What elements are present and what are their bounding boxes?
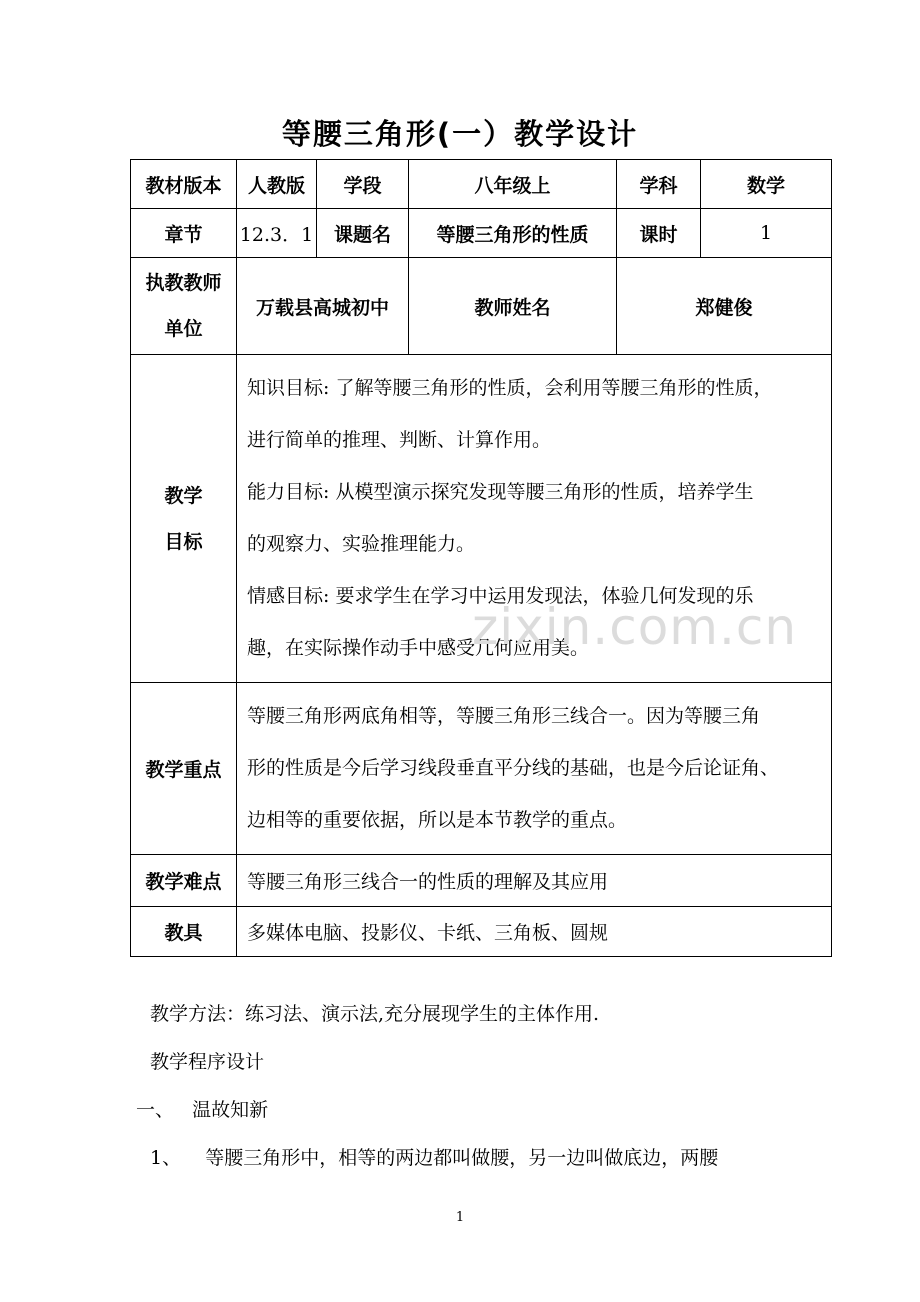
period-value: 1 [701,209,832,258]
key-point-line: 形的性质是今后学习线段垂直平分线的基础，也是今后论证角、 [247,757,780,779]
unit-label-line: 单位 [164,318,203,340]
program-design-heading: 教学程序设计 [150,1051,265,1073]
subject-label: 学科 [617,160,701,209]
objective-line: 知识目标: 了解等腰三角形的性质，会利用等腰三角形的性质， [247,377,773,399]
objective-line: 趣，在实际操作动手中感受几何应用美。 [247,637,590,659]
objective-line: 的观察力、实验推理能力。 [247,533,476,555]
table-row [131,907,832,957]
document-title: 等腰三角形(一）教学设计 [281,117,639,151]
teaching-method: 教学方法：练习法、演示法,充分展现学生的主体作用. [150,1003,600,1025]
period-label: 课时 [617,209,701,258]
edition-value: 人教版 [237,160,317,209]
key-points-label: 教学重点 [131,683,237,855]
unit-label-line: 执教教师 [145,272,222,294]
unit-label [131,258,237,355]
chapter-label: 章节 [131,209,237,258]
teacher-label: 教师姓名 [409,258,617,355]
table-row [131,683,832,855]
key-point-line: 边相等的重要依据，所以是本节教学的重点。 [247,809,628,831]
difficulties-value: 等腰三角形三线合一的性质的理解及其应用 [237,855,832,907]
table-row [131,160,832,209]
tools-label: 教具 [131,907,237,957]
objective-line: 能力目标: 从模型演示探究发现等腰三角形的性质，培养学生 [247,481,754,503]
stage-label: 学段 [317,160,409,209]
unit-value: 万载县高城初中 [237,258,409,355]
objectives-label-line: 教学 [164,484,203,507]
table-row [131,258,832,355]
table-row [131,855,832,907]
table-row [131,209,832,258]
page-number: 1 [455,1210,465,1225]
topic-value: 等腰三角形的性质 [409,209,617,258]
edition-label: 教材版本 [131,160,237,209]
key-points-content [237,683,832,855]
objective-line: 进行简单的推理、判断、计算作用。 [247,429,552,451]
difficulties-label: 教学难点 [131,855,237,907]
teacher-value: 郑健俊 [617,258,832,355]
section-heading: 一、 温故知新 [136,1099,269,1121]
tools-value: 多媒体电脑、投影仪、卡纸、三角板、圆规 [237,907,832,957]
chapter-value: 12.3．1 [237,209,317,258]
objective-line: 情感目标: 要求学生在学习中运用发现法，体验几何发现的乐 [247,585,754,607]
objectives-label [131,355,237,683]
list-item: 1、 等腰三角形中，相等的两边都叫做腰，另一边叫做底边，两腰 [150,1147,719,1169]
objectives-label-line: 目标 [164,530,203,553]
stage-value: 八年级上 [409,160,617,209]
subject-value: 数学 [701,160,832,209]
watermark: zixin.com.cn [472,598,798,656]
topic-label: 课题名 [317,209,409,258]
key-point-line: 等腰三角形两底角相等，等腰三角形三线合一。因为等腰三角 [247,705,761,727]
lesson-info-table [130,159,832,957]
